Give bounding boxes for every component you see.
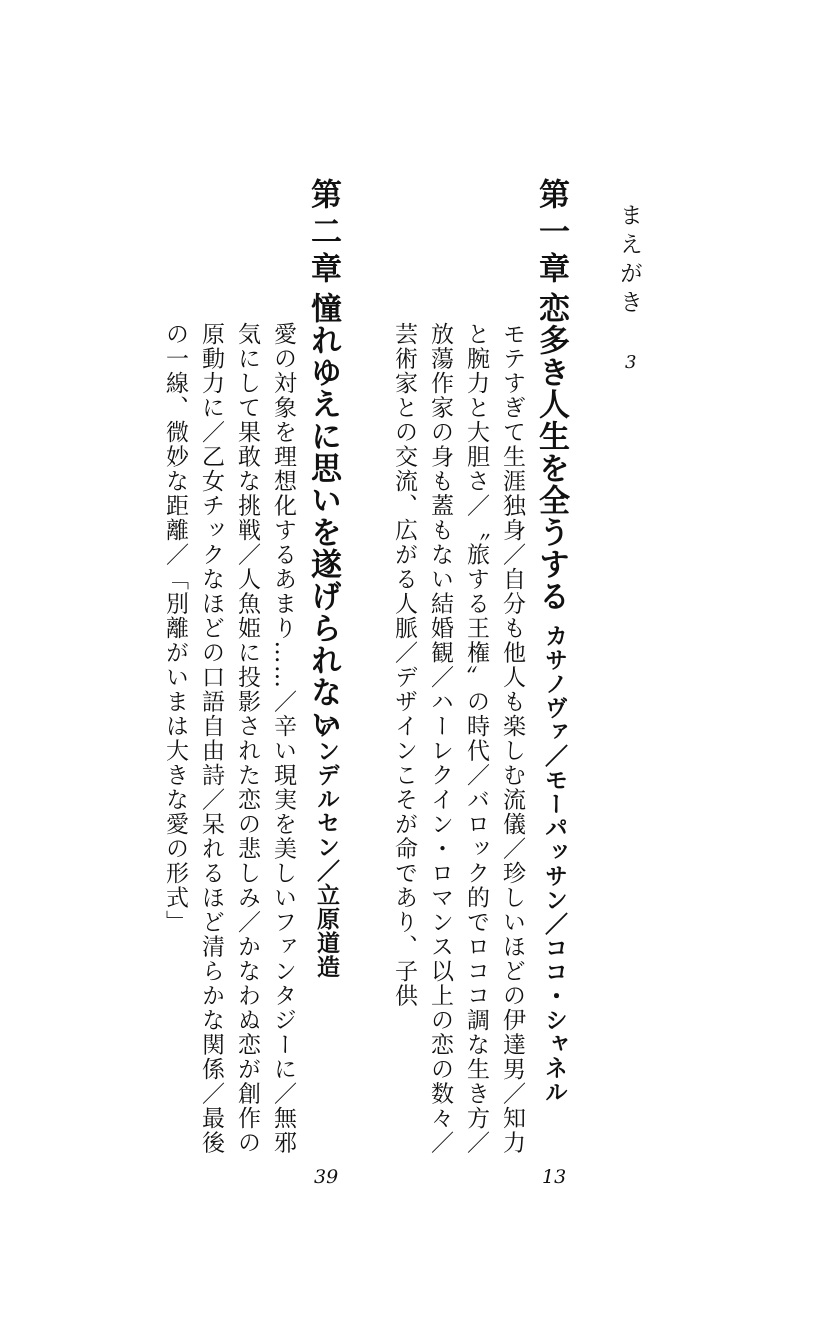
- chapter-2-description: [157, 322, 301, 1155]
- chapter-2-number: 第二章: [305, 178, 341, 289]
- chapter-2-description-line: 気にして果敢な挑戦／人魚姫に投影された恋の悲しみ／かなわぬ恋が創作の: [234, 322, 260, 1155]
- chapter-1-description-line: 放蕩作家の身も蓋もない結婚観／ハーレクイン・ロマンス以上の恋の数々／: [427, 322, 453, 1155]
- chapter-1-page-number: 13: [542, 1166, 567, 1188]
- chapter-1-people: カサノヴァ／モーパッサン／ココ・シャネル: [541, 624, 568, 1104]
- chapter-1-description-line: モテすぎて生涯独身／自分も他人も楽しむ流儀／珍しいほどの伊達男／知力: [499, 322, 525, 1155]
- preface-heading: まえがき: [616, 203, 642, 319]
- chapter-1-description-line: と腕力と大胆さ／〝旅する王権〟の時代／バロック的でロココ調な生き方／: [463, 322, 489, 1155]
- chapter-2-description-line: 愛の対象を理想化するあまり……／辛い現実を美しいファンタジーに／無邪: [270, 322, 296, 1155]
- chapter-1-number: 第一章: [533, 178, 569, 289]
- preface-page-number: 3: [625, 352, 637, 373]
- chapter-2-description-line: の一線、微妙な距離／「別離がいまは大きな愛の形式」: [162, 322, 188, 935]
- chapter-1-description: [386, 322, 530, 1155]
- chapter-1-title: 恋多き人生を全うする: [533, 292, 569, 612]
- chapter-2-page-number: 39: [314, 1166, 339, 1188]
- chapter-2-people: アンデルセン／立原道造: [313, 715, 340, 979]
- chapter-2-title: 憧れゆえに思いを遂げられない: [305, 292, 341, 740]
- chapter-1-description-line: 芸術家との交流、広がる人脈／デザインこそが命であり、子供: [391, 322, 417, 1008]
- chapter-2-description-line: 原動力に／乙女チックなほどの口語自由詩／呆れるほど清らかな関係／最後: [198, 322, 224, 1155]
